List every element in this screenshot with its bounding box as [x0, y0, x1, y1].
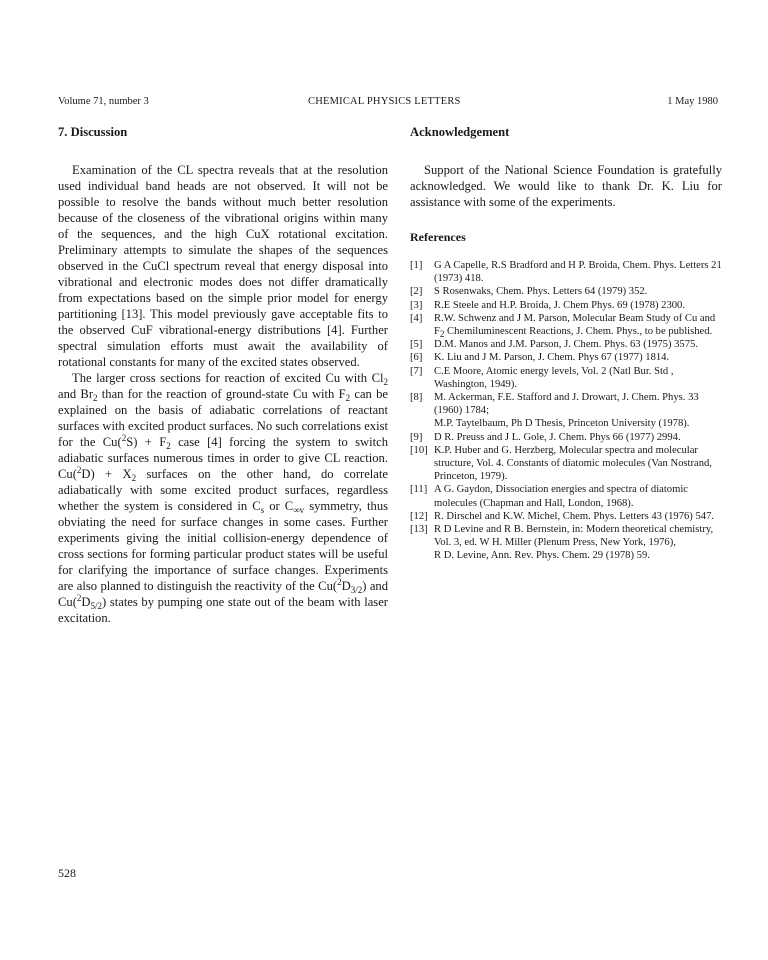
reference-number: [2]: [410, 286, 423, 298]
reference-text: K.P. Huber and G. Herzberg, Molecular spectra and molecular structure, Vol. 4. Constants of diatomic molecules (Van Nostrand, Princeton, 1979).: [434, 444, 712, 483]
reference-text: R D Levine and R B. Bernstein, in: Modern theoretical chemistry, Vol. 3, ed. W H. Miller (Plenum Press, New York, 1976), R D. Levine, Ann. Rev. Phys. Chem. 29 (1978) 59.: [434, 524, 714, 562]
reference-item: [410, 299, 722, 312]
reference-text: D R. Preuss and J L. Gole, J. Chem. Phys 66 (1977) 2994.: [434, 431, 681, 443]
reference-item: [410, 510, 722, 523]
reference-item: [410, 523, 722, 563]
discussion-paragraph-1: Examination of the CL spectra reveals that at the resolution used individual band heads are not observed. It will not be possible to resolve the bands without much better resolution because of the closeness of the vibrational origins within many of the sequences, and the high CuX rotational excitation. Preliminary attempts to simulate the shapes of the sequences observed in the CuCl spectrum reveal that energy disposal into vibrational and electronic modes does not differ dramatically from expectations based on the simple prior model for energy partitioning [13]. This model previously gave acceptable fits to the observed CuF vibrational-energy distributions [4]. Further spectral simulation efforts must await the availability of rotational constants for many of the excited states observed.: [58, 163, 388, 369]
running-header: [58, 96, 718, 110]
reference-item: [410, 483, 722, 509]
references-heading: References: [410, 230, 466, 244]
reference-number: [9]: [410, 431, 423, 443]
discussion-paragraph-2: The larger cross sections for reaction of excited Cu with $Cl_2$ and $Br_2$ than for the reaction of ground-state Cu with $F_2$ can be explained on the basis of adiabatic correlations of reactant surfaces with excited product surfaces. No such correlations exist for the $Cu(^2S) + F_2$ case [4] forcing the system to switch adiabatic surfaces numerous times in order to give CL reaction. $Cu(^2D) + X_2$ surfaces on the other hand, do correlate adiabatically with some excited product surfaces, regardless whether the system is considered in $C_s$ or $C_{\infty v}$ symmetry, thus obviating the need for surface changes in some cases. Further experiments giving the initial collision-energy dependence of cross sections for forming particular product states will be useful for clarifying the importance of surface changes. Experiments are also planned to distinguish the reactivity of the $Cu(^2D_{3/2})$ and $Cu(^2D_{5/2})$ states by pumping one state out of the beam with laser excitation.: [58, 371, 389, 625]
reference-number: [10]: [410, 444, 428, 456]
reference-text: S Rosenwaks, Chem. Phys. Letters 64 (1979) 352.: [434, 286, 648, 298]
left-column: [58, 124, 388, 626]
reference-text: D.M. Manos and J.M. Parson, J. Chem. Phys. 63 (1975) 3575.: [434, 339, 698, 351]
reference-item: [410, 312, 722, 338]
reference-number: [6]: [410, 352, 423, 364]
reference-item: [410, 338, 722, 351]
reference-text: A G. Gaydon, Dissociation energies and spectra of diatomic molecules (Chapman and Hall, London, 1968).: [434, 484, 688, 509]
reference-text: R. Dirschel and K.W. Michel, Chem. Phys. Letters 43 (1976) 547.: [434, 510, 715, 522]
reference-item: [410, 285, 722, 298]
right-column: [410, 124, 722, 563]
journal-name: CHEMICAL PHYSICS LETTERS: [308, 96, 461, 107]
issue-date: 1 May 1980: [667, 96, 718, 107]
reference-text: C.E Moore, Atomic energy levels, Vol. 2 (Natl Bur. Std , Washington, 1949).: [434, 365, 674, 390]
reference-number: [13]: [410, 524, 428, 536]
reference-number: [8]: [410, 392, 423, 404]
reference-number: [5]: [410, 339, 423, 351]
discussion-heading: 7. Discussion: [58, 125, 128, 139]
volume-info: Volume 71, number 3: [58, 96, 149, 107]
reference-text: R.W. Schwenz and J M. Parson, Molecular Beam Study of Cu and $F_2$ Chemiluminescent Reactions, J. Chem. Phys., to be published.: [434, 312, 716, 340]
reference-item: [410, 351, 722, 364]
reference-item: [410, 431, 722, 444]
reference-number: [12]: [410, 510, 428, 522]
reference-number: [7]: [410, 365, 423, 377]
reference-item: [410, 444, 722, 484]
reference-item: [410, 391, 722, 431]
reference-number: [1]: [410, 260, 423, 271]
reference-item: [410, 365, 722, 391]
reference-list: [410, 259, 722, 563]
reference-text: K. Liu and J M. Parson, J. Chem. Phys 67 (1977) 1814.: [434, 352, 670, 364]
reference-text: G A Capelle, R.S Bradford and H P. Broida, Chem. Phys. Letters 21 (1973) 418.: [434, 260, 722, 285]
reference-number: [11]: [410, 484, 428, 496]
acknowledgement-heading: Acknowledgement: [410, 125, 510, 139]
reference-text: R.E Steele and H.P. Broida, J. Chem Phys. 69 (1978) 2300.: [434, 299, 686, 311]
reference-number: [3]: [410, 299, 423, 311]
page-number: 528: [58, 866, 76, 880]
acknowledgement-text: Support of the National Science Foundation is gratefully acknowledged. We would like to thank Dr. K. Liu for assistance with some of the experiments.: [410, 163, 722, 209]
reference-number: [4]: [410, 312, 423, 324]
reference-text: M. Ackerman, F.E. Stafford and J. Drowart, J. Chem. Phys. 33 (1960) 1784; M.P. Taytelbaum, Ph D Thesis, Princeton University (1978).: [434, 392, 699, 430]
reference-item: [410, 259, 722, 285]
